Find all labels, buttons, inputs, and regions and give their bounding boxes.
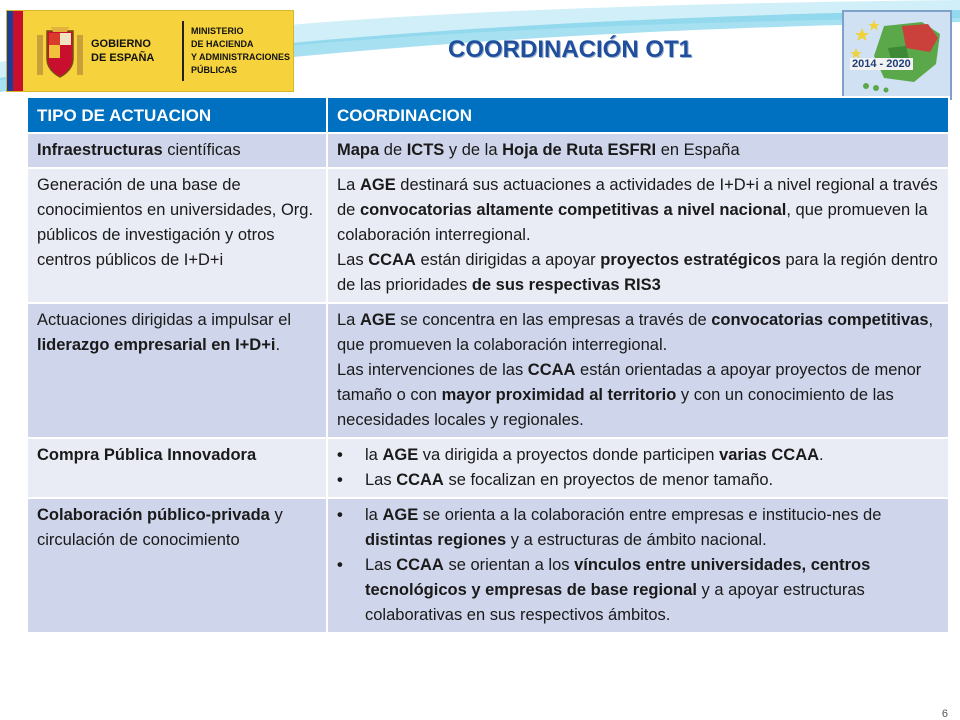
table-row xyxy=(27,303,949,438)
text-bold: AGE xyxy=(359,311,396,329)
text-bold: distintas regiones xyxy=(365,531,507,549)
text-bold: CCAA xyxy=(396,556,444,574)
spain-flag-stripe xyxy=(7,11,23,91)
text-bold: mayor proximidad al territorio xyxy=(441,386,677,404)
page-title: COORDINACIÓN OT1 xyxy=(447,36,692,63)
bullet-item xyxy=(337,553,939,628)
spain-map-icon xyxy=(844,12,950,98)
page-number: 6 xyxy=(941,708,948,720)
text-bold: convocatorias altamente competitivas a nivel nacional xyxy=(359,201,787,219)
ministry-line2: DE HACIENDA xyxy=(191,39,254,49)
ministry-line4: PÚBLICAS xyxy=(191,65,238,75)
text-bold: Infraestructuras xyxy=(37,141,163,159)
text-bold: Hoja de Ruta ESFRI xyxy=(502,141,657,159)
logo-divider xyxy=(182,21,184,81)
bullet-icon: • xyxy=(337,446,343,464)
text-span: destinará sus actuaciones a actividades de I+D+i a nivel regional a través de xyxy=(337,176,938,219)
bullet-icon: • xyxy=(337,471,343,489)
text-bold: Compra Pública Innovadora xyxy=(37,446,257,464)
programme-logo xyxy=(842,10,952,100)
text-span: Las xyxy=(365,556,397,574)
text-span: Las xyxy=(365,471,397,489)
text-span: para la región dentro de las prioridades xyxy=(337,251,938,294)
text-bold: ICTS xyxy=(406,141,445,159)
text-bold: CCAA xyxy=(396,471,444,489)
text-span: en España xyxy=(656,141,740,159)
text-bold: AGE xyxy=(382,506,419,524)
paragraph xyxy=(337,173,939,248)
text-bold: CCAA xyxy=(368,251,416,269)
text-span: se orienta a la colaboración entre empresas e institucio-nes de xyxy=(418,506,882,524)
table-row xyxy=(27,168,949,303)
bullet-item xyxy=(337,443,939,468)
coordination-cell xyxy=(327,168,949,303)
text-span: Las xyxy=(337,251,369,269)
type-cell xyxy=(27,498,327,633)
text-bold: AGE xyxy=(382,446,419,464)
text-span: La xyxy=(337,311,360,329)
text-bold: convocatorias competitivas xyxy=(711,311,929,329)
text-span: la xyxy=(365,506,383,524)
type-cell: Generación de una base de conocimientos en universidades, Org. públicos de investigación y otros centros públicos de I+D+i xyxy=(27,168,327,303)
text-bold: proyectos estratégicos xyxy=(600,251,781,269)
text-span: están orientadas a apoyar proyectos de menor tamaño o con xyxy=(337,361,922,404)
ministry-logo-text xyxy=(191,25,290,77)
text-bold: CCAA xyxy=(527,361,576,379)
text-span: Actuaciones dirigidas a impulsar el xyxy=(37,311,292,329)
coordination-cell xyxy=(327,498,949,633)
table-row xyxy=(27,438,949,498)
bullet-icon: • xyxy=(337,556,343,574)
paragraph xyxy=(337,358,939,433)
type-cell xyxy=(27,133,327,168)
type-cell xyxy=(27,438,327,498)
text-bold: AGE xyxy=(359,176,396,194)
ministry-line1: MINISTERIO xyxy=(191,26,244,36)
government-line2: DE ESPAÑA xyxy=(91,52,155,64)
text-span: Las intervenciones de las xyxy=(337,361,528,379)
text-bold: de sus respectivas RIS3 xyxy=(471,276,661,294)
paragraph xyxy=(337,308,939,358)
text-bold: liderazgo empresarial en I+D+i xyxy=(37,336,276,354)
text-span: científicas xyxy=(162,141,241,159)
coordination-table xyxy=(26,96,950,634)
paragraph xyxy=(337,248,939,298)
column-header-type: TIPO DE ACTUACION xyxy=(27,97,327,133)
coordination-cell xyxy=(327,438,949,498)
text-span: . xyxy=(275,336,281,354)
text-span: y circulación de conocimiento xyxy=(37,506,283,549)
text-span: de xyxy=(379,141,407,159)
text-span: se concentra en las empresas a través de xyxy=(395,311,712,329)
text-span: y a apoyar estructuras colaborativas en sus respectivos ámbitos. xyxy=(365,581,865,624)
table-header-row xyxy=(27,97,949,133)
coordination-cell xyxy=(327,133,949,168)
bullet-icon: • xyxy=(337,506,343,524)
text-span: y de la xyxy=(444,141,503,159)
bullet-item xyxy=(337,503,939,553)
text-bold: varias CCAA xyxy=(719,446,820,464)
text-span: se focalizan en proyectos de menor tamaño. xyxy=(443,471,774,489)
text-span: se orientan a los xyxy=(443,556,575,574)
text-span: están dirigidas a apoyar xyxy=(415,251,601,269)
government-logo-text xyxy=(91,37,154,65)
text-bold: vínculos entre universidades, centros tecnológicos y empresas de base regional xyxy=(365,556,871,599)
coordination-cell xyxy=(327,303,949,438)
type-cell xyxy=(27,303,327,438)
text-bold: Mapa xyxy=(337,141,380,159)
government-line1: GOBIERNO xyxy=(91,38,151,50)
text-span: La xyxy=(337,176,360,194)
text-span: , que promueven la colaboración interregional. xyxy=(337,311,934,354)
text-span: la xyxy=(365,446,383,464)
text-span: va dirigida a proyectos donde participen xyxy=(418,446,720,464)
text-span: y a estructuras de ámbito nacional. xyxy=(506,531,767,549)
text-bold: Colaboración público-privada xyxy=(37,506,270,524)
column-header-coordination: COORDINACION xyxy=(327,97,949,133)
text-span: y con un conocimiento de las necesidades locales y regionales. xyxy=(337,386,894,429)
table-row xyxy=(27,498,949,633)
text-span: . xyxy=(819,446,824,464)
government-logo xyxy=(6,10,294,92)
programme-years: 2014 - 2020 xyxy=(852,58,911,70)
bullet-item xyxy=(337,468,939,493)
text-span: , que promueven la colaboración interregional. xyxy=(337,201,928,244)
ministry-line3: Y ADMINISTRACIONES xyxy=(191,52,291,62)
table-row xyxy=(27,133,949,168)
coat-of-arms-icon xyxy=(35,25,85,81)
